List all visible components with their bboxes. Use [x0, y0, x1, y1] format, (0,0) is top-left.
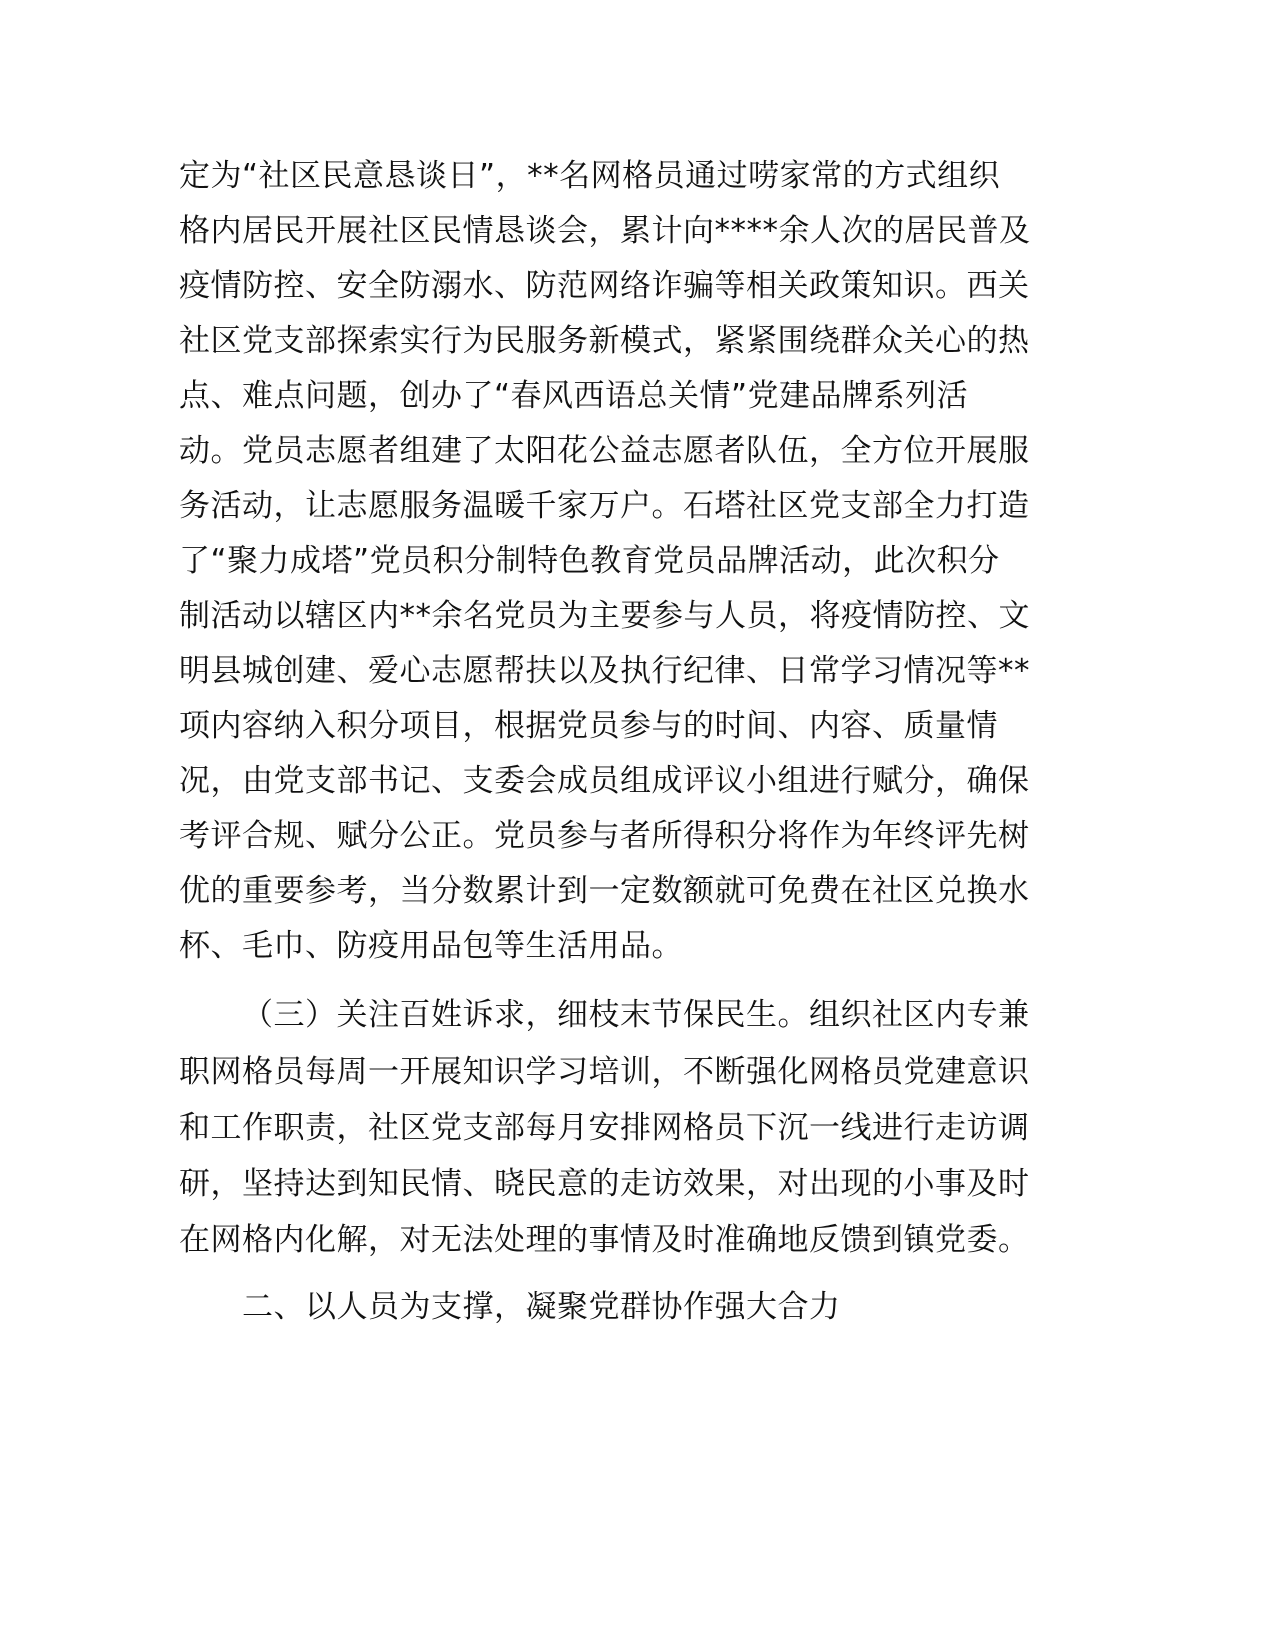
text-line: 研，坚持达到知民情、晓民意的走访效果，对出现的小事及时 [179, 1166, 1030, 1202]
text-line: 格内居民开展社区民情恳谈会，累计向****余人次的居民普及 [179, 213, 1031, 249]
section-heading: 二、以人员为支撑，凝聚党群协作强大合力 [242, 1289, 841, 1325]
text-line: 动。党员志愿者组建了太阳花公益志愿者队伍，全方位开展服 [179, 433, 1030, 469]
text-line: 杯、毛巾、防疫用品包等生活用品。 [179, 928, 683, 964]
text-line: 优的重要参考，当分数累计到一定数额就可免费在社区兑换水 [179, 873, 1030, 909]
text-line: 项内容纳入积分项目，根据党员参与的时间、内容、质量情 [179, 708, 998, 744]
text-line: 务活动，让志愿服务温暖千家万户。石塔社区党支部全力打造 [179, 488, 1030, 524]
text-line: 制活动以辖区内**余名党员为主要参与人员，将疫情防控、文 [179, 598, 1030, 634]
text-line: 疫情防控、安全防溺水、防范网络诈骗等相关政策知识。西关 [179, 268, 1030, 304]
text-line: 职网格员每周一开展知识学习培训，不断强化网格员党建意识 [179, 1054, 1030, 1090]
text-line: 社区党支部探索实行为民服务新模式，紧紧围绕群众关心的热 [179, 323, 1030, 359]
text-line: 况，由党支部书记、支委会成员组成评议小组进行赋分，确保 [179, 763, 1030, 799]
text-line: 明县城创建、爱心志愿帮扶以及执行纪律、日常学习情况等** [179, 653, 1030, 689]
text-line: （三）关注百姓诉求，细枝末节保民生。组织社区内专兼 [242, 997, 1030, 1033]
text-line: 定为“社区民意恳谈日”，**名网格员通过唠家常的方式组织 [179, 158, 1001, 194]
text-line: 点、难点问题，创办了“春风西语总关情”党建品牌系列活 [179, 378, 969, 414]
text-line: 了“聚力成塔”党员积分制特色教育党员品牌活动，此次积分 [179, 543, 1000, 579]
text-line: 在网格内化解，对无法处理的事情及时准确地反馈到镇党委。 [179, 1222, 1030, 1258]
text-line: 和工作职责，社区党支部每月安排网格员下沉一线进行走访调 [179, 1110, 1030, 1146]
text-line: 考评合规、赋分公正。党员参与者所得积分将作为年终评先树 [179, 818, 1030, 854]
